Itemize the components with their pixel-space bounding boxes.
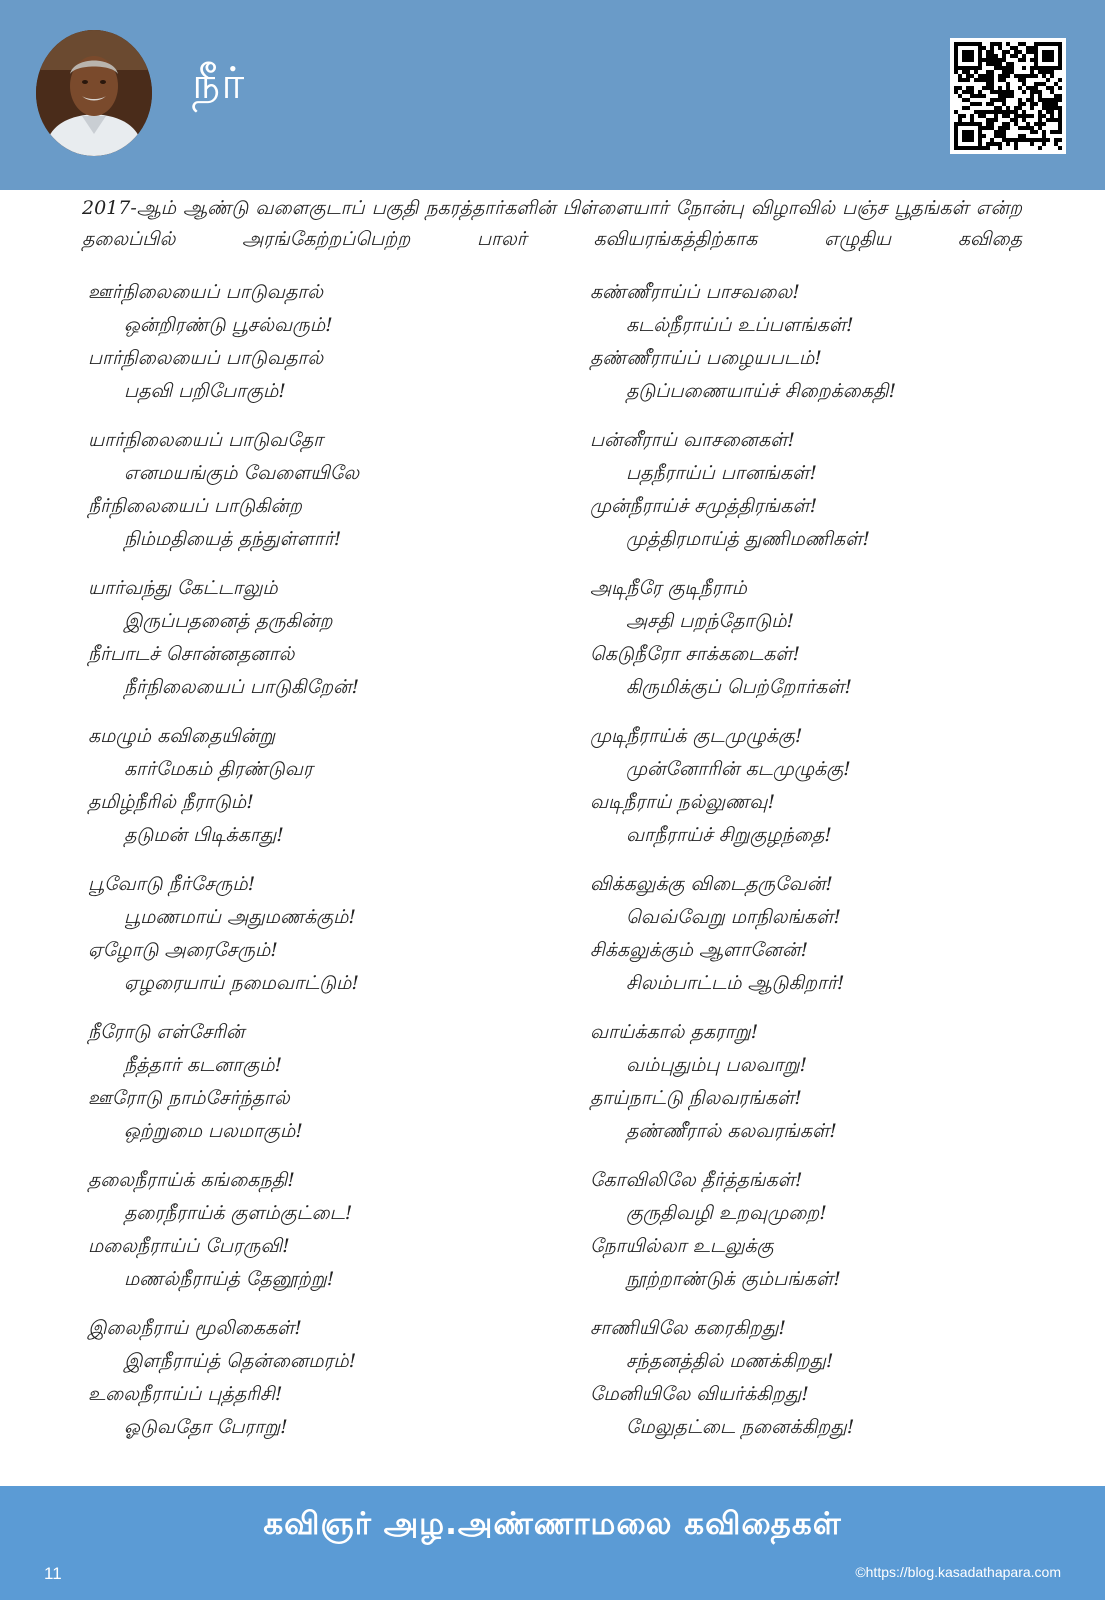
poem-line: பூமணமாய் அதுமணக்கும்! <box>124 906 356 928</box>
poem-line: நீரோடு எள்சேரின் <box>88 1021 245 1043</box>
poem-line: வாநீராய்ச் சிறுகுழந்தை! <box>626 824 832 846</box>
qr-code-icon[interactable] <box>950 38 1066 154</box>
page-header <box>0 0 1105 190</box>
poem-line: முடிநீராய்க் குடமுழுக்கு! <box>590 725 803 747</box>
poem-line: பதவி பறிபோகும்! <box>124 380 286 402</box>
poem-line: நூற்றாண்டுக் கும்பங்கள்! <box>626 1268 841 1290</box>
poem-line: யார்நிலையைப் பாடுவதோ <box>88 429 324 451</box>
poem-line: நிம்மதியைத் தந்துள்ளார்! <box>124 528 342 550</box>
poem-line: பன்னீராய் வாசனைகள்! <box>590 429 796 451</box>
poem-line: தடுப்பணையாய்ச் சிறைக்கைதி! <box>626 380 897 402</box>
poem-line: சிலம்பாட்டம் ஆடுகிறார்! <box>626 972 845 994</box>
poem-line: எனமயங்கும் வேளையிலே <box>124 462 360 484</box>
poem-line: மேலுதட்டை நனைக்கிறது! <box>626 1416 855 1438</box>
poem-stanza <box>590 868 1020 1000</box>
poem-line: விக்கலுக்கு விடைதருவேன்! <box>590 873 833 895</box>
poem-line: வம்புதும்பு பலவாறு! <box>626 1054 808 1076</box>
poem-line: அசதி பறந்தோடும்! <box>626 610 795 632</box>
poem-line: வெவ்வேறு மாநிலங்கள்! <box>626 906 842 928</box>
poem-line: பூவோடு நீர்சேரும்! <box>88 873 256 895</box>
poem-line: அடிநீரே குடிநீராம் <box>590 577 747 599</box>
poem-stanza <box>88 868 518 1000</box>
poem-stanza <box>590 572 1020 704</box>
poem-line: நீர்பாடச் சொன்னதனால் <box>88 643 295 665</box>
poem-line: வடிநீராய் நல்லுணவு! <box>590 791 776 813</box>
poet-portrait-icon <box>36 30 152 156</box>
poem-line: மலைநீராய்ப் பேரருவி! <box>88 1235 290 1257</box>
poem-stanza <box>88 1016 518 1148</box>
poem-stanza <box>88 572 518 704</box>
poem-line: தடுமன் பிடிக்காது! <box>124 824 284 846</box>
poem-line: பதநீராய்ப் பானங்கள்! <box>626 462 817 484</box>
poem-line: பார்நிலையைப் பாடுவதால் <box>88 347 324 369</box>
poem-line: கெடுநீரோ சாக்கடைகள்! <box>590 643 801 665</box>
poem-line: சிக்கலுக்கும் ஆளானேன்! <box>590 939 809 961</box>
poem-line: கிருமிக்குப் பெற்றோர்கள்! <box>626 676 853 698</box>
poem-line: தண்ணீரால் கலவரங்கள்! <box>626 1120 837 1142</box>
poem-stanza <box>590 720 1020 852</box>
poem-line: முன்நீராய்ச் சமுத்திரங்கள்! <box>590 495 818 517</box>
poem-line: ஒற்றுமை பலமாகும்! <box>124 1120 303 1142</box>
poem-introduction: 2017-ஆம் ஆண்டு வளைகுடாப் பகுதி நகரத்தார்களின் பிள்ளையார் நோன்பு விழாவில் பஞ்ச பூதங்கள் என்ற தலைப்பில் அரங்கேற்றப்பெற்ற பாலர் கவியரங்கத்திற்காக எழுதிய கவிதை <box>82 197 1023 250</box>
poem-line: இருப்பதனைத் தருகின்ற <box>124 610 333 632</box>
poem-line: கமழும் கவிதையின்று <box>88 725 276 747</box>
poem-line: இளநீராய்த் தென்னைமரம்! <box>124 1350 357 1372</box>
poem-line: ஓடுவதோ பேராறு! <box>124 1416 288 1438</box>
poem-line: தலைநீராய்க் கங்கைநதி! <box>88 1169 295 1191</box>
page-title: நீர் <box>192 58 246 109</box>
poem-line: மணல்நீராய்த் தேனூற்று! <box>124 1268 335 1290</box>
poem-line: சந்தனத்தில் மணக்கிறது! <box>626 1350 834 1372</box>
poem-stanza <box>590 1016 1020 1148</box>
page-footer <box>0 1486 1105 1600</box>
poem-stanza <box>88 1164 518 1296</box>
poem-stanza <box>590 1164 1020 1296</box>
poem-line: தண்ணீராய்ப் பழையபடம்! <box>590 347 822 369</box>
poem-line: உலைநீராய்ப் புத்தரிசி! <box>88 1383 283 1405</box>
poem-line: யார்வந்து கேட்டாலும் <box>88 577 278 599</box>
poem-line: வாய்க்கால் தகராறு! <box>590 1021 759 1043</box>
poem-line: ஊர்நிலையைப் பாடுவதால் <box>88 281 324 303</box>
poem-line: தமிழ்நீரில் நீராடும்! <box>88 791 254 813</box>
page-number: 11 <box>44 1564 62 1583</box>
poem-stanza <box>88 1312 518 1444</box>
poem-line: கடல்நீராய்ப் உப்பளங்கள்! <box>626 314 854 336</box>
poem-line: கோவிலிலே தீர்த்தங்கள்! <box>590 1169 803 1191</box>
poem-line: ஏழோடு அரைசேரும்! <box>88 939 278 961</box>
poem-line: முன்னோரின் கடமுழுக்கு! <box>626 758 851 780</box>
poem-line: ஏழரையாய் நமைவாட்டும்! <box>124 972 359 994</box>
poem-line: ஒன்றிரண்டு பூசல்வரும்! <box>124 314 333 336</box>
poem-column-left <box>88 276 518 1460</box>
poem-line: தாய்நாட்டு நிலவரங்கள்! <box>590 1087 802 1109</box>
poem-stanza <box>88 424 518 556</box>
poem-line: முத்திரமாய்த் துணிமணிகள்! <box>626 528 870 550</box>
poem-line: நீர்நிலையைப் பாடுகின்ற <box>88 495 302 517</box>
poem-line: மேனியிலே வியர்க்கிறது! <box>590 1383 809 1405</box>
copyright-link[interactable]: ©https://blog.kasadathapara.com <box>855 1564 1061 1580</box>
poem-stanza <box>88 720 518 852</box>
poem-stanza <box>590 276 1020 408</box>
poem-stanza <box>88 276 518 408</box>
poem-line: நீர்நிலையைப் பாடுகிறேன்! <box>124 676 360 698</box>
poem-line: சாணியிலே கரைகிறது! <box>590 1317 787 1339</box>
poem-line: கண்ணீராய்ப் பாசவலை! <box>590 281 800 303</box>
poem-line: ஊரோடு நாம்சேர்ந்தால் <box>88 1087 290 1109</box>
poem-line: தரைநீராய்க் குளம்குட்டை! <box>124 1202 353 1224</box>
poem-line: நோயில்லா உடலுக்கு <box>590 1235 774 1257</box>
poem-line: குருதிவழி உறவுமுறை! <box>626 1202 827 1224</box>
poem-line: இலைநீராய் மூலிகைகள்! <box>88 1317 302 1339</box>
poem-stanza <box>590 1312 1020 1444</box>
poem-line: கார்மேகம் திரண்டுவர <box>124 758 313 780</box>
poem-line: நீத்தார் கடனாகும்! <box>124 1054 283 1076</box>
poem-stanza <box>590 424 1020 556</box>
footer-title: கவிஞர் அழ.அண்ணாமலை கவிதைகள் <box>263 1506 842 1542</box>
poem-column-right <box>590 276 1020 1460</box>
